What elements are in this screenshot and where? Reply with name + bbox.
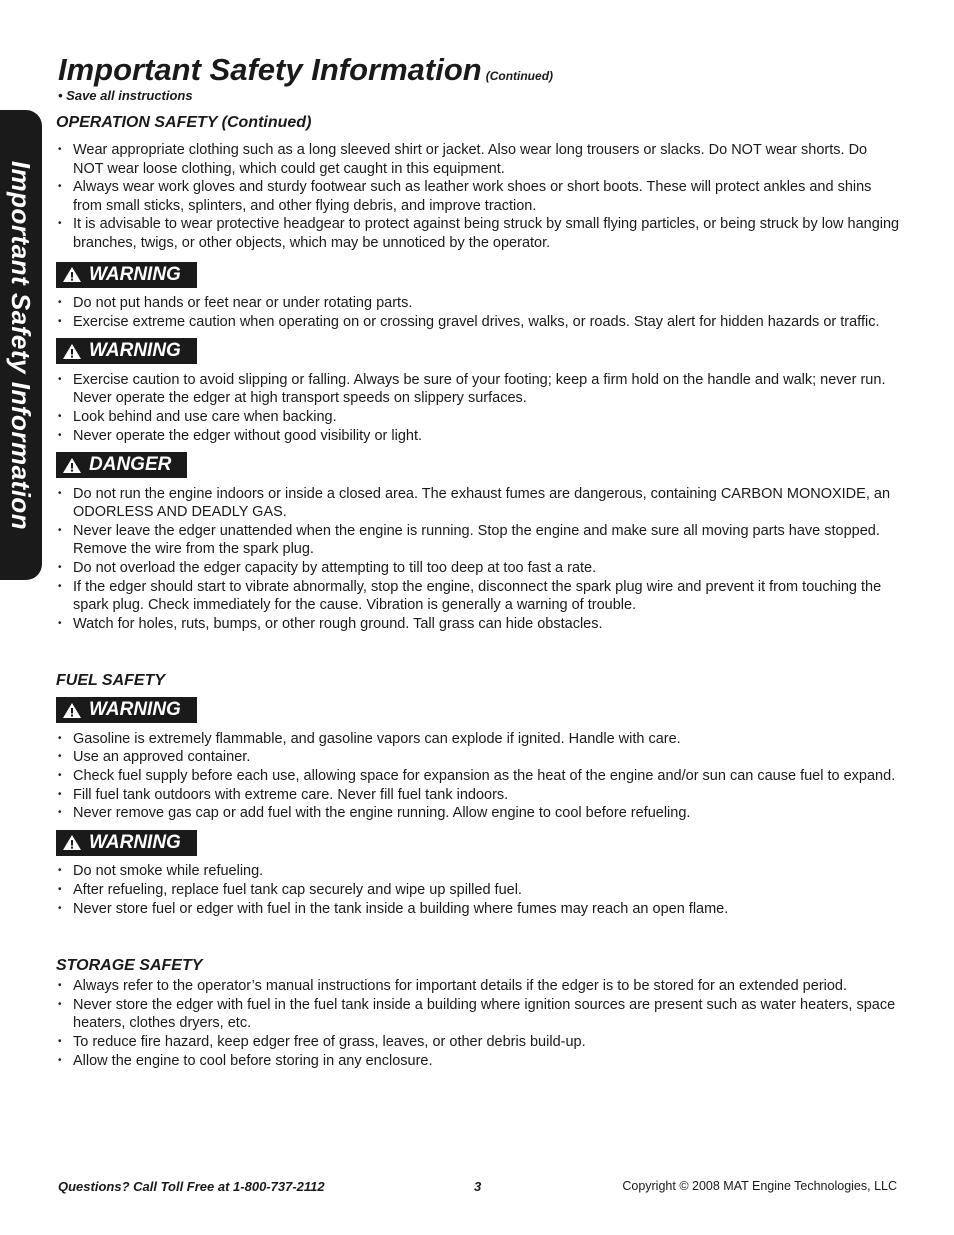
list-item: • Always refer to the operator’s manual instructions for important details if the edger is to be stored for an extended period. [56,977,900,996]
warning-label: WARNING [89,340,181,362]
list-item: • Do not put hands or feet near or under rotating parts. [56,294,900,313]
list-item: • Never remove gas cap or add fuel with the engine running. Allow engine to cool before refueling. [56,804,900,823]
warning-label: WARNING [89,831,181,853]
page-footer [58,1179,897,1197]
fuel-safety-heading: FUEL SAFETY [56,672,166,690]
warning-triangle-icon [62,266,82,283]
warning-triangle-icon [62,457,82,474]
footer-contact: Questions? Call Toll Free at 1-800-737-2112 [58,1179,325,1194]
fuel-warning-2-list [56,862,900,918]
page-title-continued: (Continued) [485,69,554,83]
operation-warning-2-list [56,371,900,445]
list-item: • Never store fuel or edger with fuel in the tank inside a building where fumes may reach an open flame. [56,900,900,919]
list-item: • Always wear work gloves and sturdy footwear such as leather work shoes or short boots. These will protect ankles and shins from small sticks, splinters, and other flying debris, and improve traction. [56,178,900,215]
danger-label: DANGER [89,454,172,476]
footer-copyright: Copyright © 2008 MAT Engine Technologies, LLC [622,1179,897,1193]
operation-safety-heading: OPERATION SAFETY (Continued) [56,114,312,131]
warning-label: WARNING [89,263,181,285]
warning-triangle-icon [62,343,82,360]
main-content [56,113,900,1070]
page-number: 3 [474,1179,482,1194]
list-item: • Do not smoke while refueling. [56,862,900,881]
fuel-warning-1-list [56,730,900,823]
side-tab [0,110,42,580]
warning-banner [56,830,197,856]
side-tab-label: Important Safety Information [6,160,37,530]
save-instructions-note: • Save all instructions [58,88,193,103]
warning-banner [56,262,197,288]
list-item: • After refueling, replace fuel tank cap securely and wipe up spilled fuel. [56,881,900,900]
operation-warning-1-list [56,294,900,331]
warning-banner [56,338,197,364]
list-item: • Do not overload the edger capacity by attempting to till too deep at too fast a rate. [56,559,900,578]
storage-safety-list [56,977,900,1070]
list-item: • Wear appropriate clothing such as a long sleeved shirt or jacket. Also wear long trousers or slacks. Do NOT wear shorts. Do NOT wear loose clothing, which could get caught in this equipment. [56,141,900,178]
list-item: • If the edger should start to vibrate abnormally, stop the engine, disconnect the spark plug wire and prevent it from touching the spark plug. Check immediately for the cause. Vibration is generally a warning of trouble. [56,578,900,615]
operation-danger-list [56,485,900,634]
list-item: • It is advisable to wear protective headgear to protect against being struck by small flying particles, or being struck by low hanging branches, twigs, or other objects, which may be unnoticed by the operator. [56,215,900,252]
list-item: • Allow the engine to cool before storing in any enclosure. [56,1052,900,1071]
list-item: • Do not run the engine indoors or inside a closed area. The exhaust fumes are dangerous, containing CARBON MONOXIDE, an ODORLESS AND DEADLY GAS. [56,485,900,522]
list-item: • Never leave the edger unattended when the engine is running. Stop the engine and make sure all moving parts have stopped. Remove the wire from the spark plug. [56,522,900,559]
list-item: • Never store the edger with fuel in the fuel tank inside a building where ignition sources are present such as water heaters, space heaters, clothes dryers, etc. [56,996,900,1033]
storage-safety-heading: STORAGE SAFETY [56,957,203,975]
warning-triangle-icon [62,834,82,851]
page-title-text: Important Safety Information [58,52,482,87]
warning-label: WARNING [89,699,181,721]
list-item: • Exercise extreme caution when operating on or crossing gravel drives, walks, or roads. Stay alert for hidden hazards or traffic. [56,313,900,332]
list-item: • To reduce fire hazard, keep edger free of grass, leaves, or other debris build-up. [56,1033,900,1052]
list-item: • Watch for holes, ruts, bumps, or other rough ground. Tall grass can hide obstacles. [56,615,900,634]
list-item: • Gasoline is extremely flammable, and gasoline vapors can explode if ignited. Handle with care. [56,730,900,749]
list-item: • Use an approved container. [56,748,900,767]
list-item: • Exercise caution to avoid slipping or falling. Always be sure of your footing; keep a firm hold on the handle and walk; never run. Never operate the edger at high transport speeds on slippery surfaces. [56,371,900,408]
warning-triangle-icon [62,702,82,719]
list-item: • Look behind and use care when backing. [56,408,900,427]
list-item: • Fill fuel tank outdoors with extreme care. Never fill fuel tank indoors. [56,786,900,805]
operation-safety-list [56,141,900,253]
warning-banner [56,697,197,723]
list-item: • Never operate the edger without good visibility or light. [56,427,900,446]
page-title [58,52,553,88]
list-item: • Check fuel supply before each use, allowing space for expansion as the heat of the engine and/or sun can cause fuel to expand. [56,767,900,786]
danger-banner [56,452,187,478]
